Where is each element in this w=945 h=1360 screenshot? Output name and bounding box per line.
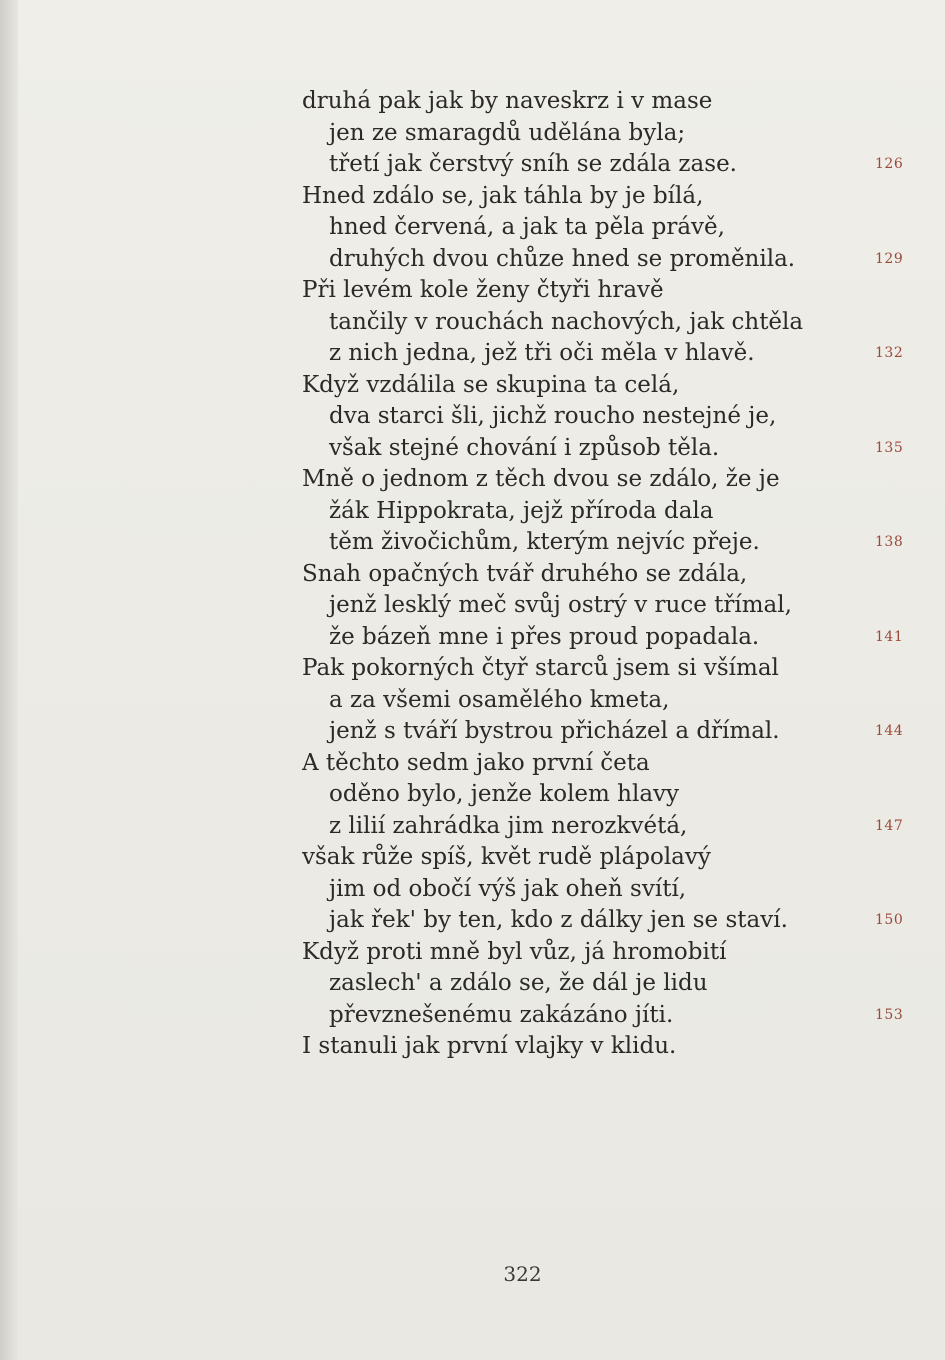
verse-line xyxy=(302,370,862,402)
verse-line xyxy=(302,149,904,181)
line-number: 141 xyxy=(875,628,904,645)
verse-line xyxy=(302,968,862,1000)
verse-text: oděno bylo, jenže kolem hlavy xyxy=(329,781,680,807)
verse-line xyxy=(302,716,904,748)
verse-line xyxy=(302,1031,862,1063)
verse-line xyxy=(302,811,904,843)
verse-line xyxy=(302,338,904,370)
verse-line xyxy=(302,118,862,150)
verse-line xyxy=(302,874,862,906)
verse-text: zaslech' a zdálo se, že dál je lidu xyxy=(329,970,708,996)
verse-text: však stejné chování i způsob těla. xyxy=(329,434,720,461)
line-number: 153 xyxy=(875,1006,904,1023)
verse-text: žák Hippokrata, jejž příroda dala xyxy=(329,497,714,524)
verse-line xyxy=(302,779,862,811)
verse-line xyxy=(302,433,904,465)
verse-line xyxy=(302,653,862,685)
line-number: 144 xyxy=(875,723,904,739)
line-number: 150 xyxy=(875,912,904,928)
line-number: 129 xyxy=(875,250,904,267)
verse-text: druhá pak jak by naveskrz i v mase xyxy=(302,88,713,114)
verse-line xyxy=(302,559,862,591)
verse-text: Pak pokorných čtyř starců jsem si všímal xyxy=(302,655,779,681)
verse-text: jenž s tváří bystrou přicházel a dřímal. xyxy=(329,718,780,744)
poem-text xyxy=(302,86,904,1063)
verse-text: z lilií zahrádka jim nerozkvétá, xyxy=(329,812,688,839)
line-number: 147 xyxy=(875,817,904,834)
verse-line xyxy=(302,685,862,717)
verse-line xyxy=(302,748,862,780)
verse-text: Snah opačných tvář druhého se zdála, xyxy=(302,560,748,587)
verse-text: jak řek' by ten, kdo z dálky jen se staví. xyxy=(329,907,788,933)
verse-text: těm živočichům, kterým nejvíc přeje. xyxy=(329,529,760,555)
verse-text: jenž lesklý meč svůj ostrý v ruce třímal, xyxy=(329,592,792,618)
verse-line xyxy=(302,622,904,654)
verse-text: I stanuli jak první vlajky v klidu. xyxy=(302,1033,677,1059)
verse-text: Při levém kole ženy čtyři hravě xyxy=(302,277,664,303)
verse-line xyxy=(302,842,862,874)
verse-text: třetí jak čerstvý sníh se zdála zase. xyxy=(329,151,737,177)
verse-line xyxy=(302,401,862,433)
verse-line xyxy=(302,307,862,339)
line-number: 135 xyxy=(875,439,904,456)
verse-text: z nich jedna, jež tři oči měla v hlavě. xyxy=(329,340,755,366)
verse-text: A těchto sedm jako první četa xyxy=(302,749,650,776)
verse-line xyxy=(302,590,862,622)
verse-text: tančily v rouchách nachových, jak chtěla xyxy=(329,308,804,335)
verse-line xyxy=(302,275,862,307)
verse-line xyxy=(302,212,862,244)
verse-line xyxy=(302,181,862,213)
verse-text: Když vzdálila se skupina ta celá, xyxy=(302,371,680,398)
verse-line xyxy=(302,464,862,496)
verse-line xyxy=(302,1000,904,1032)
verse-text: jen ze smaragdů udělána byla; xyxy=(329,119,686,146)
verse-text: převznešenému zakázáno jíti. xyxy=(329,1001,674,1028)
verse-line xyxy=(302,905,904,937)
verse-line xyxy=(302,937,862,969)
verse-text: Mně o jednom z těch dvou se zdálo, že je xyxy=(302,466,780,492)
verse-line xyxy=(302,496,862,528)
verse-text: druhých dvou chůze hned se proměnila. xyxy=(329,245,796,272)
verse-line xyxy=(302,244,904,276)
page-number: 322 xyxy=(503,1262,542,1286)
line-number: 138 xyxy=(875,534,904,550)
verse-text: a za všemi osamělého kmeta, xyxy=(329,686,670,713)
verse-text: že bázeň mne i přes proud popadala. xyxy=(329,623,760,650)
line-number: 126 xyxy=(875,156,904,172)
verse-line xyxy=(302,527,904,559)
verse-text: však růže spíš, květ rudě plápolavý xyxy=(302,844,711,870)
verse-text: dva starci šli, jichž roucho nestejné je, xyxy=(329,403,777,429)
verse-text: Když proti mně byl vůz, já hromobití xyxy=(302,938,727,965)
verse-text: hned červená, a jak ta pěla právě, xyxy=(329,214,725,240)
line-number: 132 xyxy=(875,345,904,361)
verse-text: Hned zdálo se, jak táhla by je bílá, xyxy=(302,182,704,209)
verse-line xyxy=(302,86,862,118)
verse-text: jim od obočí výš jak oheň svítí, xyxy=(329,875,687,902)
